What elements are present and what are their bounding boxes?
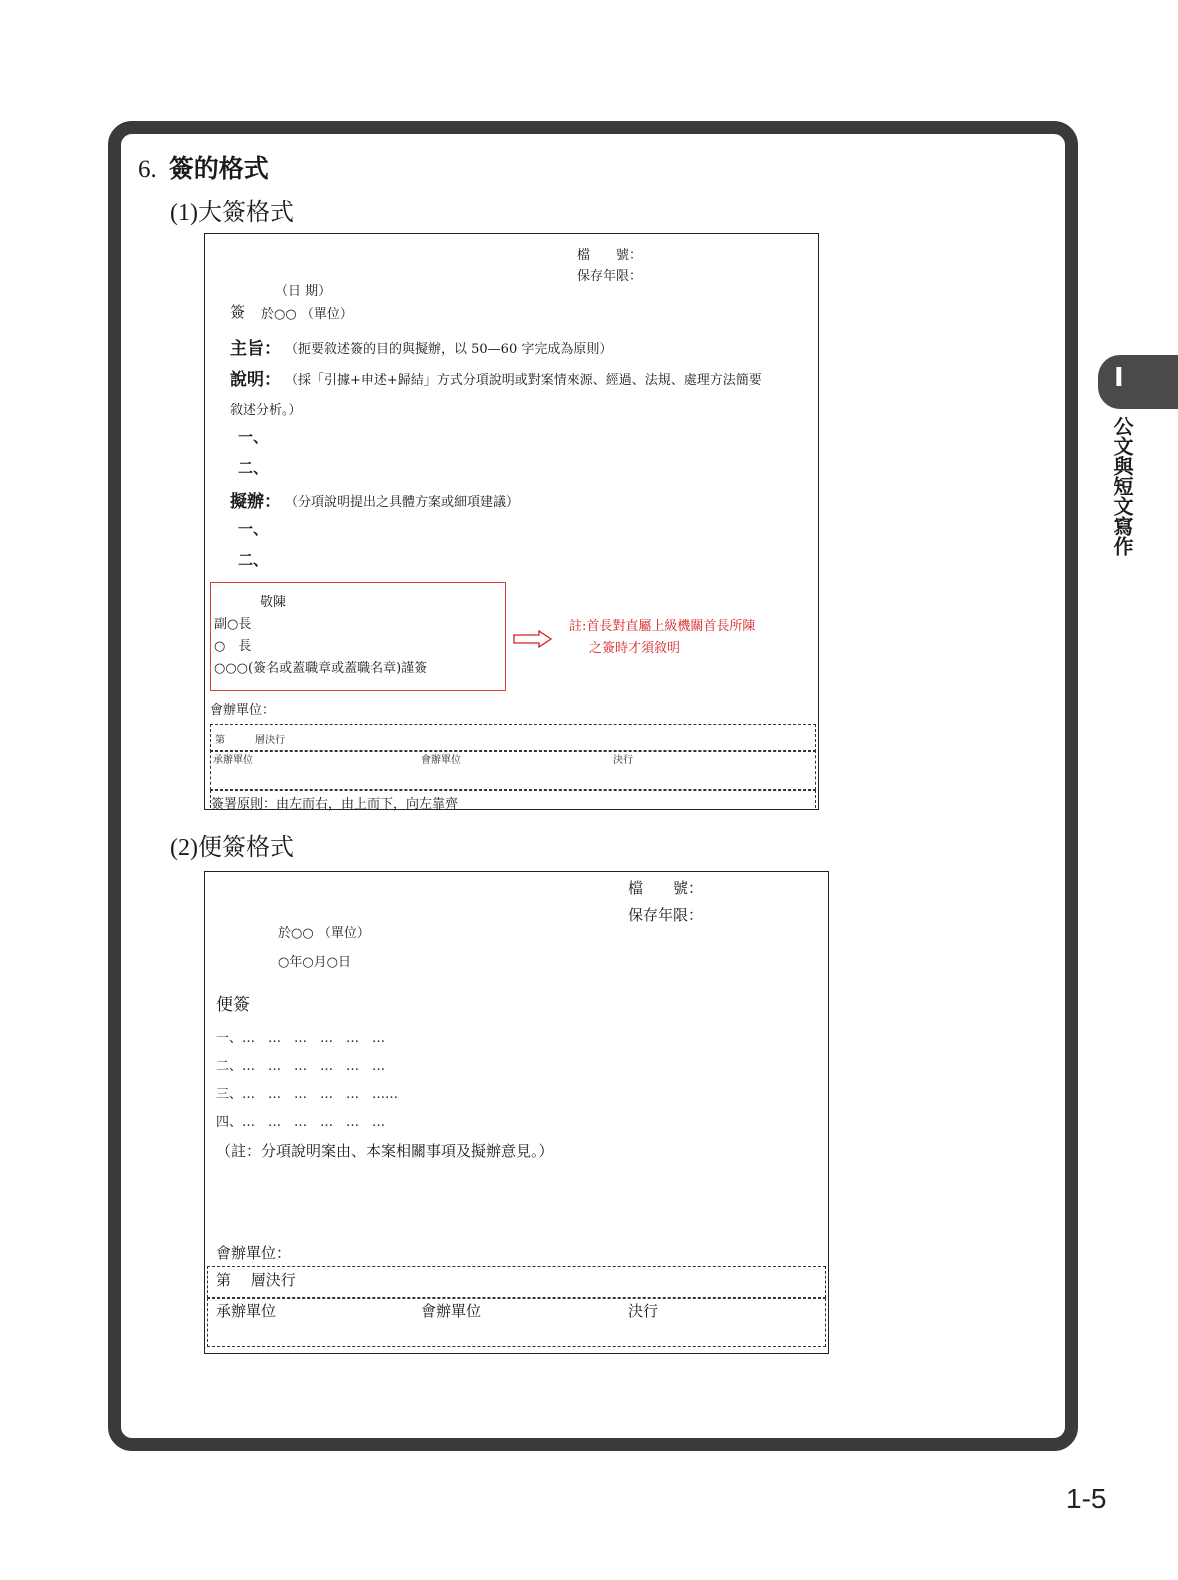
explain-item-2: 二、 [238, 459, 269, 477]
memo-note: （註：分項說明案由、本案相關事項及擬辦意見。） [216, 1142, 554, 1160]
note-line-2: 之簽時才須敘明 [589, 641, 681, 656]
right-arrow-icon [513, 630, 553, 648]
subheading-2-number: (2) [170, 835, 198, 861]
level-row-2 [207, 1266, 826, 1298]
respect-text: 敬陳 [260, 595, 287, 610]
level-text: 第 層決行 [215, 735, 285, 746]
memo-line-4: 四、… … … … … … [216, 1115, 386, 1130]
chapter-vertical-title: 公文與短文寫作 [1110, 416, 1134, 556]
signing-principle: 簽署原則：由左而右，由上而下，向左靠齊 [211, 797, 459, 812]
explain-item-1: 一、 [238, 428, 269, 446]
level-text-2: 第 層決行 [216, 1271, 296, 1289]
propose-text: （分項說明提出之具體方案或細項建議） [285, 495, 520, 510]
deputy-text: 副○長 [214, 617, 252, 632]
short-memo-form [204, 871, 829, 1354]
retention-label-2: 保存年限： [628, 906, 704, 924]
col-cosign-unit: 會辦單位 [421, 755, 461, 766]
note-line-1: 註:首長對直屬上級機關首長所陳 [569, 619, 756, 634]
cosign-label: 會辦單位： [210, 703, 276, 718]
retention-label: 保存年限： [577, 269, 643, 284]
explain-text: （採「引據+申述+歸結」方式分項說明或對案情來源、經過、法規、處理方法簡要 [285, 373, 762, 388]
chapter-tab [1098, 355, 1178, 409]
explain-label: 說明： [230, 370, 281, 390]
signature-columns-row-2 [207, 1298, 826, 1347]
sign-at-unit: 於○○ （單位） [261, 307, 353, 322]
col-handling-unit-2: 承辦單位 [216, 1302, 277, 1320]
memo-line-2: 二、… … … … … … [216, 1059, 386, 1074]
col-handling-unit: 承辦單位 [213, 755, 253, 766]
file-number-label: 檔 號： [577, 248, 643, 263]
col-cosign-unit-2: 會辦單位 [421, 1302, 482, 1320]
chief-text: ○ 長 [214, 639, 252, 654]
subheading-1-number: (1) [170, 200, 198, 226]
level-row [210, 724, 816, 752]
date-2: ○年○月○日 [278, 955, 352, 970]
subheading-2-title: 便簽格式 [197, 833, 294, 861]
subheading-1 [170, 192, 294, 227]
explain-text-2: 敘述分析。） [230, 403, 302, 418]
page-number: 1-5 [1066, 1483, 1107, 1514]
date-label: （日 期） [275, 284, 332, 299]
propose-label: 擬辦： [230, 492, 281, 512]
subject-text: （扼要敘述簽的目的與擬辦，以 50—60 字完成為原則） [285, 342, 613, 357]
file-number-label-2: 檔 號： [628, 879, 704, 897]
memo-line-1: 一、… … … … … … [216, 1031, 386, 1046]
sign-prefix: 簽 [230, 303, 246, 321]
section-title: 簽的格式 [168, 154, 269, 183]
large-memo-form [204, 233, 819, 810]
subject-label: 主旨： [230, 339, 281, 359]
chapter-tab-label: I [1114, 363, 1124, 393]
signature-columns-row [210, 750, 816, 790]
subheading-1-title: 大簽格式 [197, 198, 294, 226]
propose-item-2: 二、 [238, 551, 269, 569]
memo-line-3: 三、… … … … … …… [216, 1087, 399, 1102]
at-unit-2: 於○○ （單位） [278, 926, 370, 941]
section-heading [138, 149, 269, 185]
memo-title: 便簽 [216, 995, 250, 1015]
section-number: 6. [138, 156, 157, 183]
cosign-label-2: 會辦單位： [216, 1244, 292, 1262]
propose-item-1: 一、 [238, 520, 269, 538]
col-decision: 決行 [613, 755, 633, 766]
subheading-2 [170, 827, 294, 862]
signer-text: ○○○(簽名或蓋職章或蓋職名章)謹簽 [214, 661, 428, 676]
col-decision-2: 決行 [628, 1302, 659, 1320]
